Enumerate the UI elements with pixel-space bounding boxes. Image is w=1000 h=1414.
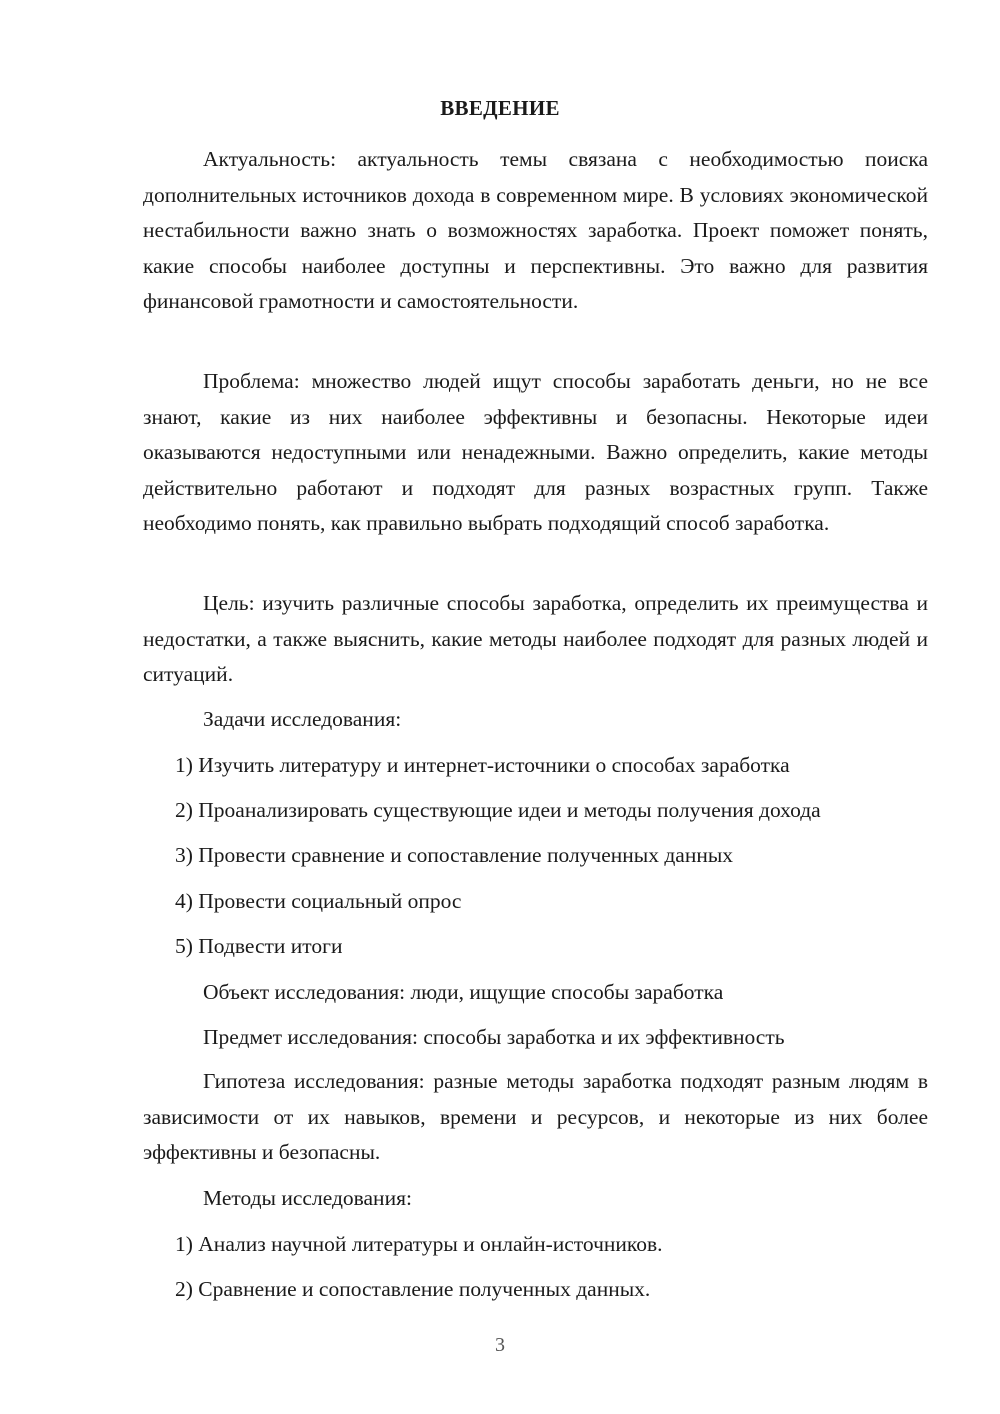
- task-item: 1) Изучить литературу и интернет-источники о способах заработка: [175, 753, 790, 777]
- goal-paragraph: Цель: изучить различные способы заработка, определить их преимущества и недостатки, а также выяснить, какие методы наиболее подходят для разных людей и ситуаций.: [143, 591, 928, 686]
- page-number: 3: [495, 1334, 505, 1356]
- research-subject: Предмет исследования: способы заработка и их эффективность: [203, 1025, 785, 1049]
- section-title: ВВЕДЕНИЕ: [440, 96, 560, 120]
- problem-paragraph: Проблема: множество людей ищут способы заработать деньги, но не все знают, какие из них наиболее эффективны и безопасны. Некоторые идеи оказываются недоступными или ненадежными. Важно определить, какие методы действительно работают и подходят для разных возрастных групп. Также необходимо понять, как правильно выбрать подходящий способ заработка.: [143, 369, 928, 535]
- task-item: 2) Проанализировать существующие идеи и методы получения дохода: [175, 798, 821, 822]
- methods-heading: Методы исследования:: [203, 1186, 412, 1210]
- method-item: 1) Анализ научной литературы и онлайн-источников.: [175, 1232, 663, 1256]
- research-object: Объект исследования: люди, ищущие способы заработка: [203, 980, 724, 1004]
- task-item: 3) Провести сравнение и сопоставление полученных данных: [175, 843, 734, 867]
- task-item: 4) Провести социальный опрос: [175, 889, 462, 913]
- hypothesis-paragraph: Гипотеза исследования: разные методы заработка подходят разным людям в зависимости от их навыков, времени и ресурсов, и некоторые из них более эффективны и безопасны.: [143, 1069, 928, 1164]
- tasks-heading: Задачи исследования:: [203, 707, 402, 731]
- relevance-paragraph: Актуальность: актуальность темы связана с необходимостью поиска дополнительных источников дохода в современном мире. В условиях экономической нестабильности важно знать о возможностях заработка. Проект поможет понять, какие способы наиболее доступны и перспективны. Это важно для развития финансовой грамотности и самостоятельности.: [143, 147, 928, 313]
- task-item: 5) Подвести итоги: [175, 934, 343, 958]
- method-item: 2) Сравнение и сопоставление полученных данных.: [175, 1277, 651, 1301]
